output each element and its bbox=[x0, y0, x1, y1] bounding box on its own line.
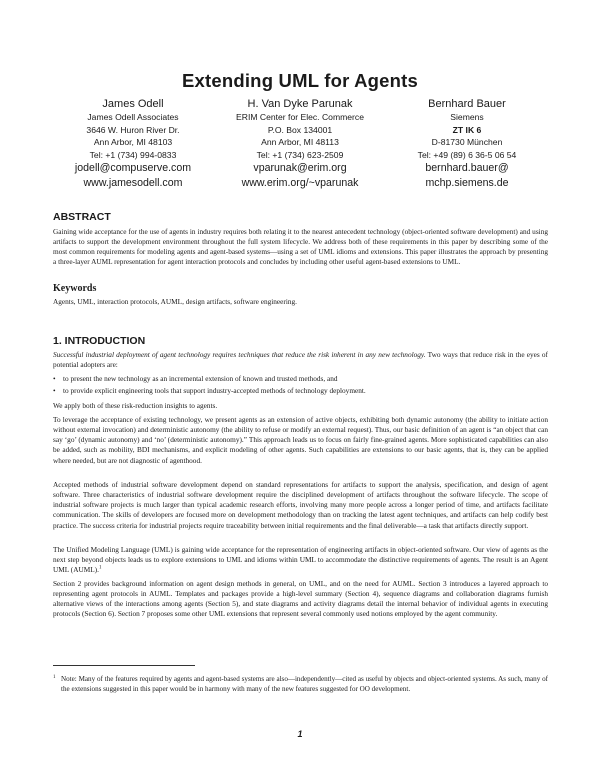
intro-paragraph-1-rest: Two ways that reduce risk in the eyes of potential adopters are: bbox=[53, 350, 548, 370]
author-email[interactable]: vparunak@erim.org bbox=[253, 162, 347, 175]
author-affiliation: ERIM Center for Elec. Commerce bbox=[236, 112, 364, 122]
author-phone: Tel: +1 (734) 623-2509 bbox=[256, 149, 344, 160]
bullet-item: • to present the new technology as an incremental extension of known and trusted methods, and bbox=[53, 374, 548, 384]
intro-paragraph-1-lead: Successful industrial deployment of agent technology requires techniques that reduce the risk inherent in any new technology. bbox=[53, 350, 426, 359]
author-address: D-81730 München bbox=[431, 137, 503, 148]
abstract-text: Gaining wide acceptance for the use of agents in industry requires both relating it to the nearest antecedent technology (object-oriented software development) and using artifacts to support the development environment throughout the full system lifecycle. We address both of these requirements in this paper by describing some of the most common requirements for modeling agents and agent-based systems—using a set of UML idioms and extensions. This paper illustrates the approach by presenting a three-layer AUML representation for agent interaction protocols and concludes by including other useful agent-based extensions to UML. bbox=[53, 227, 548, 267]
author-affiliation: James Odell Associates bbox=[87, 112, 179, 122]
page-number: 1 bbox=[297, 729, 303, 739]
author-address: 3646 W. Huron River Dr. bbox=[86, 124, 180, 135]
abstract-heading: ABSTRACT bbox=[53, 211, 111, 223]
author-odell bbox=[50, 97, 216, 190]
intro-paragraph-1 bbox=[53, 350, 548, 370]
footnote-ref[interactable]: 1 bbox=[98, 565, 102, 571]
intro-paragraph-2: We apply both of these risk-reduction insights to agents. bbox=[53, 401, 218, 410]
author-name: James Odell bbox=[102, 98, 164, 110]
author-address: Ann Arbor, MI 48113 bbox=[261, 137, 339, 148]
author-name: Bernhard Bauer bbox=[428, 98, 506, 110]
footnote-text: Note: Many of the features required by agents and agent-based systems are also—independently—cited as useful by objects and object-oriented systems. As such, many of the extensions suggested in this paper would be in harmony with many of the new features suggested for OO development. bbox=[61, 675, 548, 693]
author-bauer bbox=[384, 97, 550, 190]
intro-paragraph-5 bbox=[53, 545, 548, 575]
author-email[interactable]: jodell@compuserve.com bbox=[74, 162, 192, 175]
bullet-item: • to provide explicit engineering tools that support industry-accepted methods of technology deployment. bbox=[53, 386, 548, 396]
footnote-mark: 1 bbox=[53, 675, 56, 680]
author-parunak bbox=[217, 97, 383, 190]
intro-paragraph-5-text: The Unified Modeling Language (UML) is gaining wide acceptance for the representation of engineering artifacts in object-oriented software. Our view of agents as the next step beyond objects leads us to explore extensions to UML and idioms within UML to accommodate the distinctive requirements of agents. The result is an Agent UML (AUML). bbox=[53, 545, 548, 575]
author-phone: Tel: +1 (734) 994-0833 bbox=[89, 149, 177, 160]
intro-paragraph-4: Accepted methods of industrial software development depend on standard representations for artifacts to support the analysis, specification, and design of agent software. Three characteristics of industrial software development require the disciplined development of artifacts throughout the software lifecycle. The scope of industrial software projects is much larger than typical academic research efforts, involving many more people across a longer period of time, and artifacts facilitate communication. The skills of developers are focused more on development methodology than on tracking the latest agent techniques, and artifacts can help codify best practice. The success criteria for industrial projects require traceability between initial requirements and the final deliverable—a task that artifacts directly support. bbox=[53, 480, 548, 530]
author-email[interactable]: bernhard.bauer@ bbox=[425, 162, 509, 175]
author-address: ZT IK 6 bbox=[452, 124, 482, 135]
author-website[interactable]: mchp.siemens.de bbox=[425, 176, 509, 189]
keywords-heading: Keywords bbox=[53, 283, 97, 294]
author-address: P.O. Box 134001 bbox=[267, 124, 333, 135]
footnote-divider bbox=[53, 665, 195, 666]
author-name: H. Van Dyke Parunak bbox=[247, 98, 353, 110]
author-website[interactable]: www.erim.org/~vparunak bbox=[241, 176, 359, 189]
author-website[interactable]: www.jamesodell.com bbox=[83, 176, 183, 189]
author-block bbox=[50, 97, 550, 190]
intro-bullet-list bbox=[53, 374, 548, 398]
intro-paragraph-3: To leverage the acceptance of existing technology, we present agents as an extension of active objects, exhibiting both dynamic autonomy (the ability to initiate action without external invocation) and deterministic autonomy (the ability to refuse or modify an external request). Thus, our basic definition of an agent is “an object that can say ‘go’ (dynamic autonomy) and ‘no’ (deterministic autonomy).” This approach leads us to focus on fairly fine-grained agents. More sophisticated capabilities can also be added, such as mobility, BDI mechanisms, and explicit modeling of other agents. Such capabilities are extensions to our basic agents, that is, they can be applied where needed, but are not diagnostic of agenthood. bbox=[53, 415, 548, 465]
introduction-heading: 1. INTRODUCTION bbox=[53, 335, 146, 347]
author-phone: Tel: +49 (89) 6 36-5 06 54 bbox=[417, 149, 517, 160]
author-affiliation: Siemens bbox=[450, 112, 484, 122]
author-address: Ann Arbor, MI 48103 bbox=[93, 137, 173, 148]
paper-title: Extending UML for Agents bbox=[181, 70, 419, 91]
intro-paragraph-6: Section 2 provides background information on agent design methods in general, on UML, and on the need for AUML. Section 3 introduces a layered approach to representing agent protocols in AUML. Templates and packages provide a high-level summary (Section 4), sequence diagrams and collaboration diagrams furnish alternative views of the interactions among agents (Section 5), and state diagrams and activity diagrams detail the internal behavior of individual agents in executing protocols (Section 6). Section 7 proposes some other UML extensions that represent several commonly used notions employed by the agent community. bbox=[53, 579, 548, 619]
keywords-text: Agents, UML, interaction protocols, AUML, design artifacts, software engineering. bbox=[53, 297, 297, 306]
footnote bbox=[53, 674, 548, 694]
